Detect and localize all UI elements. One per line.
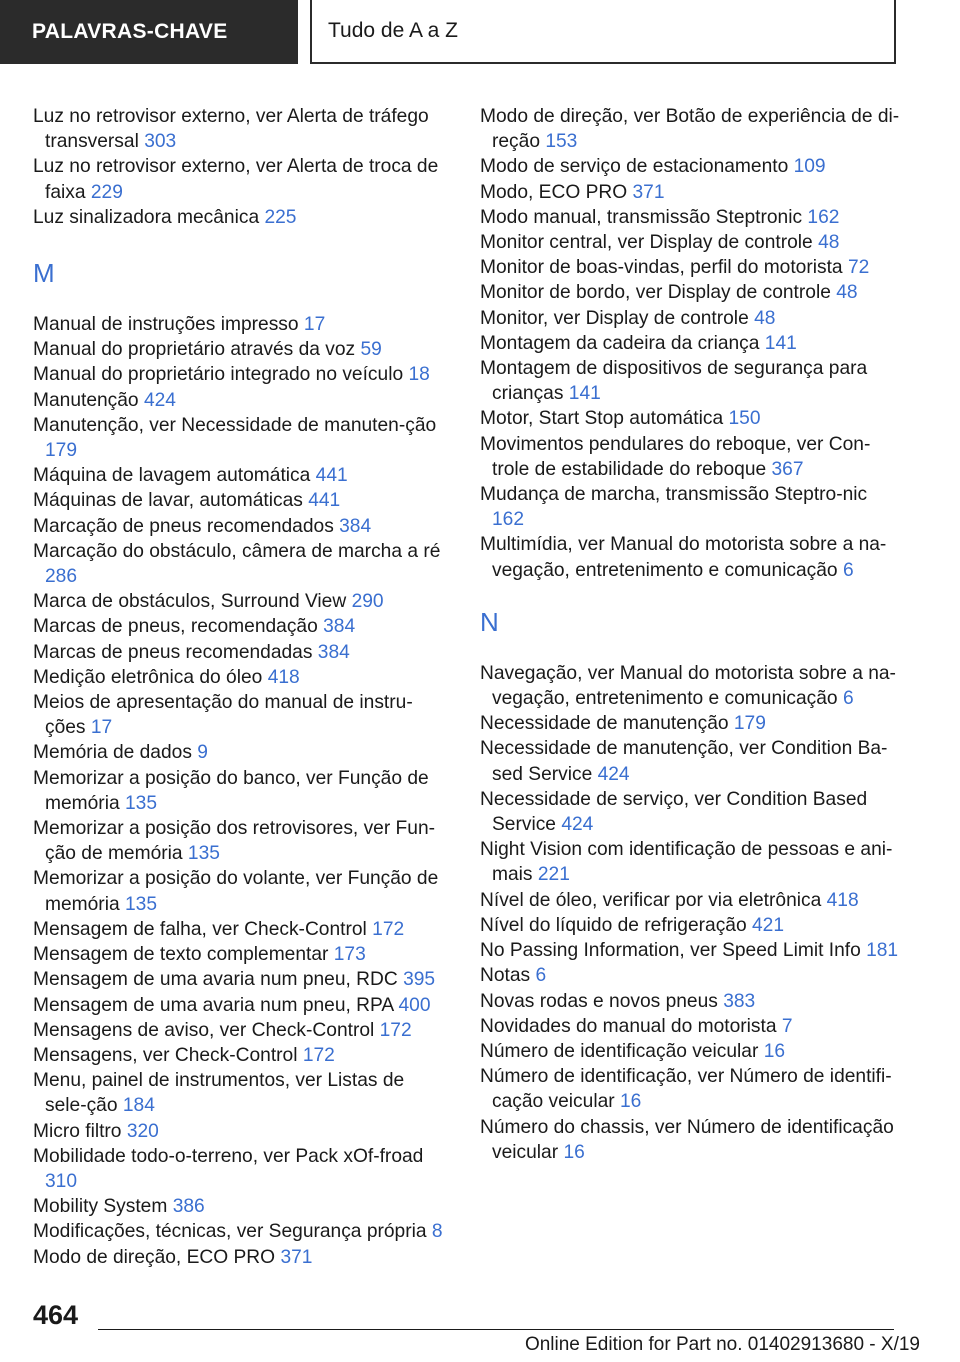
index-page-link[interactable]: 367 bbox=[771, 458, 804, 480]
index-page-link[interactable]: 48 bbox=[818, 232, 840, 254]
index-entry bbox=[480, 482, 900, 532]
index-entry bbox=[480, 711, 900, 736]
index-page-link[interactable]: 17 bbox=[303, 314, 326, 336]
index-entry bbox=[33, 816, 451, 866]
index-entry bbox=[33, 614, 451, 639]
index-entry-text: Máquina de lavagem automática bbox=[33, 465, 311, 487]
index-entry-text: Manutenção, ver Necessidade de manuten‐ção bbox=[33, 414, 437, 436]
index-page-link[interactable]: 441 bbox=[315, 465, 348, 487]
index-page-link[interactable]: 395 bbox=[403, 969, 436, 991]
index-entry-text: No Passing Information, ver Speed Limit Info bbox=[480, 940, 861, 962]
index-entry bbox=[480, 963, 900, 988]
index-entry bbox=[480, 280, 900, 305]
index-entry bbox=[480, 989, 900, 1014]
index-page-link[interactable]: 8 bbox=[431, 1221, 443, 1243]
index-entry-text: Manual de instruções impresso bbox=[33, 314, 299, 336]
index-entry-text: Número de identificação veicular bbox=[480, 1040, 759, 1062]
index-entry bbox=[480, 306, 900, 331]
index-page-link[interactable]: 48 bbox=[836, 282, 858, 304]
index-entry-text: Necessidade de manutenção bbox=[480, 713, 729, 735]
index-page-link[interactable]: 59 bbox=[360, 339, 382, 361]
index-entry-text: Marcas de pneus recomendadas bbox=[33, 641, 313, 663]
index-entry-text: Movimentos pendulares do reboque, ver Con‐trole de estabilidade do reboque bbox=[480, 433, 871, 480]
index-entry bbox=[480, 736, 900, 786]
index-entry bbox=[33, 413, 451, 463]
index-entry-text: Motor, Start Stop automática bbox=[480, 408, 724, 430]
index-entry bbox=[33, 1144, 451, 1194]
index-entry-text: Menu, painel de instrumentos, ver Listas de sele‐ção bbox=[33, 1070, 405, 1117]
index-page-link[interactable]: 303 bbox=[144, 131, 177, 153]
index-page-link[interactable]: 16 bbox=[563, 1141, 585, 1163]
index-page-link[interactable]: 184 bbox=[122, 1095, 155, 1117]
chapter-tab: Tudo de A a Z bbox=[310, 0, 896, 64]
index-entry-text: Memorizar a posição do volante, ver Função de memória bbox=[33, 868, 439, 915]
index-page-link[interactable]: 383 bbox=[723, 990, 756, 1012]
index-page-link[interactable]: 72 bbox=[847, 257, 870, 279]
index-entry-text: Notas bbox=[480, 965, 531, 987]
index-page-link[interactable]: 421 bbox=[752, 914, 785, 936]
index-entry-text: Marcas de pneus, recomendação bbox=[33, 616, 318, 638]
index-entry-text: Nível de óleo, verificar por via eletrônica bbox=[480, 889, 822, 911]
index-page-link[interactable]: 109 bbox=[793, 156, 826, 178]
index-entry-text: Mobilidade todo-o-terreno, ver Pack xOf‐froad bbox=[33, 1145, 424, 1167]
index-page-link[interactable]: 290 bbox=[351, 591, 384, 613]
index-entry-text: Multimídia, ver Manual do motorista sobre a na‐vegação, entretenimento e comunicação bbox=[480, 534, 887, 581]
index-page-link[interactable]: 371 bbox=[280, 1246, 313, 1268]
index-entry-text: Modo de direção, ver Botão de experiência de di‐reção bbox=[480, 106, 900, 153]
index-entry-text: Monitor de boas-vindas, perfil do motorista bbox=[480, 257, 843, 279]
index-entry-text: Luz no retrovisor externo, ver Alerta de troca de faixa bbox=[33, 156, 439, 203]
index-entry-text: Modo de serviço de estacionamento bbox=[480, 156, 789, 178]
index-page-link[interactable]: 424 bbox=[143, 389, 176, 411]
index-entry bbox=[33, 514, 451, 539]
index-entry-text: Número do chassis, ver Número de identificação veicular bbox=[480, 1116, 894, 1163]
index-entry bbox=[480, 432, 900, 482]
index-column-right bbox=[480, 104, 900, 1165]
index-entry-text: Manutenção bbox=[33, 389, 139, 411]
index-entry-text: Modo manual, transmissão Steptronic bbox=[480, 206, 803, 228]
index-entry bbox=[33, 690, 451, 740]
index-entry bbox=[33, 917, 451, 942]
index-entry-text: Marca de obstáculos, Surround View bbox=[33, 591, 347, 613]
index-page-link[interactable]: 17 bbox=[90, 717, 113, 739]
index-entry bbox=[480, 205, 900, 230]
index-page-link[interactable]: 153 bbox=[545, 131, 578, 153]
index-entry-text: Modo, ECO PRO bbox=[480, 181, 628, 203]
index-entry-text: Necessidade de serviço, ver Condition Based Service bbox=[480, 788, 868, 836]
index-entry-text: Mensagem de uma avaria num pneu, RDC bbox=[33, 969, 398, 991]
index-page-link[interactable]: 172 bbox=[379, 1019, 412, 1041]
index-entry-text: Marcação de pneus recomendados bbox=[33, 515, 334, 537]
index-entry-text: Montagem de dispositivos de segurança para crianças bbox=[480, 358, 868, 405]
index-entry-text: Navegação, ver Manual do motorista sobre a na‐vegação, entretenimento e comunicação bbox=[480, 662, 896, 710]
index-entry-text: Modificações, técnicas, ver Segurança própria bbox=[33, 1221, 427, 1243]
index-entry bbox=[33, 1043, 451, 1068]
index-page-link[interactable]: 320 bbox=[126, 1120, 159, 1142]
index-page-link[interactable]: 141 bbox=[764, 332, 797, 354]
index-entry bbox=[480, 1014, 900, 1039]
section-tab: PALAVRAS-CHAVE bbox=[0, 0, 298, 64]
index-entry bbox=[480, 1115, 900, 1165]
page-number: 464 bbox=[33, 1300, 79, 1330]
index-entry bbox=[480, 356, 900, 406]
index-entry-text: Manual do proprietário integrado no veículo bbox=[33, 364, 404, 386]
index-page-link[interactable]: 384 bbox=[323, 616, 356, 638]
index-page-link[interactable]: 135 bbox=[124, 893, 157, 915]
index-page-link[interactable]: 386 bbox=[172, 1196, 205, 1218]
index-entry bbox=[480, 154, 900, 179]
index-entry bbox=[33, 942, 451, 967]
index-entry bbox=[33, 589, 451, 614]
index-entry bbox=[33, 1194, 451, 1219]
index-page-link[interactable]: 424 bbox=[597, 763, 630, 785]
index-entry-text: Monitor central, ver Display de controle bbox=[480, 232, 813, 254]
index-entry-text: Número de identificação, ver Número de identifi‐cação veicular bbox=[480, 1066, 892, 1113]
index-page-link[interactable]: 221 bbox=[537, 864, 570, 886]
index-entry bbox=[33, 539, 451, 589]
index-entry-text: Luz sinalizadora mecânica bbox=[33, 206, 260, 228]
index-entry bbox=[480, 661, 900, 711]
index-page-link[interactable]: 371 bbox=[632, 181, 665, 203]
index-entry-text: Micro filtro bbox=[33, 1120, 122, 1142]
index-entry-text: Medição eletrônica do óleo bbox=[33, 666, 263, 688]
index-page-link[interactable]: 384 bbox=[339, 515, 372, 537]
index-page-link[interactable]: 179 bbox=[733, 713, 766, 735]
index-entry bbox=[33, 967, 451, 992]
index-entry bbox=[33, 640, 451, 665]
index-entry-text: Mudança de marcha, transmissão Steptro‐nic bbox=[480, 484, 868, 506]
index-entry bbox=[480, 1064, 900, 1114]
index-page-link[interactable]: 418 bbox=[267, 666, 300, 688]
footer-divider bbox=[98, 1329, 894, 1330]
index-entry-text: Mensagem de falha, ver Check-Control bbox=[33, 918, 367, 940]
index-entry-text: Necessidade de manutenção, ver Condition Ba‐sed Service bbox=[480, 738, 888, 785]
index-entry-text: Manual do proprietário através da voz bbox=[33, 339, 356, 361]
index-page-link[interactable]: 150 bbox=[728, 408, 761, 430]
index-entry bbox=[480, 104, 900, 154]
index-entry bbox=[480, 913, 900, 938]
index-page-link[interactable]: 181 bbox=[866, 940, 899, 962]
index-entry bbox=[33, 362, 451, 387]
index-entry-text: Night Vision com identificação de pessoas e ani‐mais bbox=[480, 839, 893, 886]
index-entry bbox=[480, 255, 900, 280]
index-page-link[interactable]: 384 bbox=[317, 641, 350, 663]
index-entry-text: Monitor de bordo, ver Display de controle bbox=[480, 282, 831, 304]
index-page-link[interactable]: 441 bbox=[308, 490, 341, 512]
index-page-link[interactable]: 7 bbox=[781, 1015, 793, 1037]
index-page-link[interactable]: 424 bbox=[561, 814, 594, 836]
index-letter-heading: N bbox=[480, 606, 499, 637]
index-entry bbox=[33, 993, 451, 1018]
index-entry bbox=[33, 1018, 451, 1043]
index-entry-text: Memória de dados bbox=[33, 742, 192, 764]
index-entry bbox=[33, 154, 451, 204]
index-entry-text: Memorizar a posição dos retrovisores, ver Fun‐ção de memória bbox=[33, 818, 436, 865]
index-entry-text: Novas rodas e novos pneus bbox=[480, 990, 718, 1012]
index-entry-text: Novidades do manual do motorista bbox=[480, 1015, 777, 1037]
index-page-link[interactable]: 225 bbox=[264, 206, 297, 228]
index-entry-text: Luz no retrovisor externo, ver Alerta de tráfego transversal bbox=[33, 106, 429, 153]
index-page-link[interactable]: 310 bbox=[45, 1170, 78, 1192]
index-entry bbox=[480, 787, 900, 837]
index-entry bbox=[33, 1245, 451, 1270]
index-page-link[interactable]: 172 bbox=[372, 918, 405, 940]
index-page-link[interactable]: 16 bbox=[763, 1040, 786, 1062]
index-entry bbox=[480, 837, 900, 887]
index-entry-text: Marcação do obstáculo, câmera de marcha a ré bbox=[33, 540, 441, 562]
index-page-link[interactable]: 229 bbox=[90, 181, 123, 203]
index-entry bbox=[33, 463, 451, 488]
index-entry bbox=[33, 388, 451, 413]
index-entry-text: Mensagem de texto complementar bbox=[33, 944, 329, 966]
index-entry bbox=[480, 532, 900, 582]
index-entry-text: Mensagens, ver Check-Control bbox=[33, 1044, 298, 1066]
index-entry bbox=[480, 938, 900, 963]
index-entry bbox=[33, 1119, 451, 1144]
index-entry bbox=[33, 488, 451, 513]
index-entry-text: Monitor, ver Display de controle bbox=[480, 307, 749, 329]
index-page-link[interactable]: 162 bbox=[807, 206, 840, 228]
index-page-link[interactable]: 286 bbox=[45, 566, 78, 588]
index-page-link[interactable]: 6 bbox=[535, 965, 547, 987]
index-entry bbox=[33, 766, 451, 816]
index-entry-text: Nível do líquido de refrigeração bbox=[480, 914, 747, 936]
footer-edition-text: Online Edition for Part no. 01402913680 - X/19 bbox=[524, 1334, 920, 1355]
index-page-link[interactable]: 9 bbox=[197, 742, 208, 764]
index-entry bbox=[33, 1068, 451, 1118]
index-entry-text: Máquinas de lavar, automáticas bbox=[33, 490, 303, 512]
index-page-link[interactable]: 172 bbox=[302, 1044, 335, 1066]
index-page-link[interactable]: 162 bbox=[492, 509, 525, 531]
index-entry bbox=[33, 312, 451, 337]
index-page-link[interactable]: 179 bbox=[45, 440, 78, 462]
index-page-link[interactable]: 135 bbox=[124, 792, 157, 814]
index-entry bbox=[33, 337, 451, 362]
index-entry-text: Memorizar a posição do banco, ver Função de memória bbox=[33, 767, 429, 814]
index-entry-text: Meios de apresentação do manual de instru‐ções bbox=[33, 692, 413, 739]
index-entry bbox=[480, 888, 900, 913]
index-entry bbox=[33, 1219, 451, 1244]
index-page-link[interactable]: 16 bbox=[620, 1091, 642, 1113]
index-page-link[interactable]: 48 bbox=[754, 307, 776, 329]
index-entry-text: Mensagem de uma avaria num pneu, RPA bbox=[33, 994, 394, 1016]
index-entry bbox=[33, 866, 451, 916]
index-entry bbox=[33, 205, 451, 230]
index-page-link[interactable]: 6 bbox=[842, 559, 854, 581]
index-entry bbox=[480, 1039, 900, 1064]
index-entry bbox=[33, 104, 451, 154]
index-entry-text: Mensagens de aviso, ver Check-Control bbox=[33, 1019, 375, 1041]
index-page-link[interactable]: 400 bbox=[398, 994, 431, 1016]
index-page-link[interactable]: 6 bbox=[842, 688, 854, 710]
index-entry-text: Mobility System bbox=[33, 1196, 168, 1218]
page-header bbox=[0, 0, 960, 66]
index-entry bbox=[33, 740, 451, 765]
index-entry-text: Modo de direção, ECO PRO bbox=[33, 1246, 276, 1268]
index-page-link[interactable]: 418 bbox=[826, 889, 859, 911]
index-letter-heading: M bbox=[33, 258, 55, 289]
index-column-left bbox=[33, 104, 451, 1270]
index-page-link[interactable]: 18 bbox=[408, 364, 430, 386]
index-entry bbox=[480, 406, 900, 431]
index-entry bbox=[480, 331, 900, 356]
index-page-link[interactable]: 141 bbox=[568, 383, 601, 405]
index-entry-text: Montagem da cadeira da criança bbox=[480, 332, 760, 354]
index-entry bbox=[480, 230, 900, 255]
index-page-link[interactable]: 135 bbox=[187, 843, 220, 865]
index-entry bbox=[480, 180, 900, 205]
index-page-link[interactable]: 173 bbox=[333, 944, 366, 966]
index-entry bbox=[33, 665, 451, 690]
